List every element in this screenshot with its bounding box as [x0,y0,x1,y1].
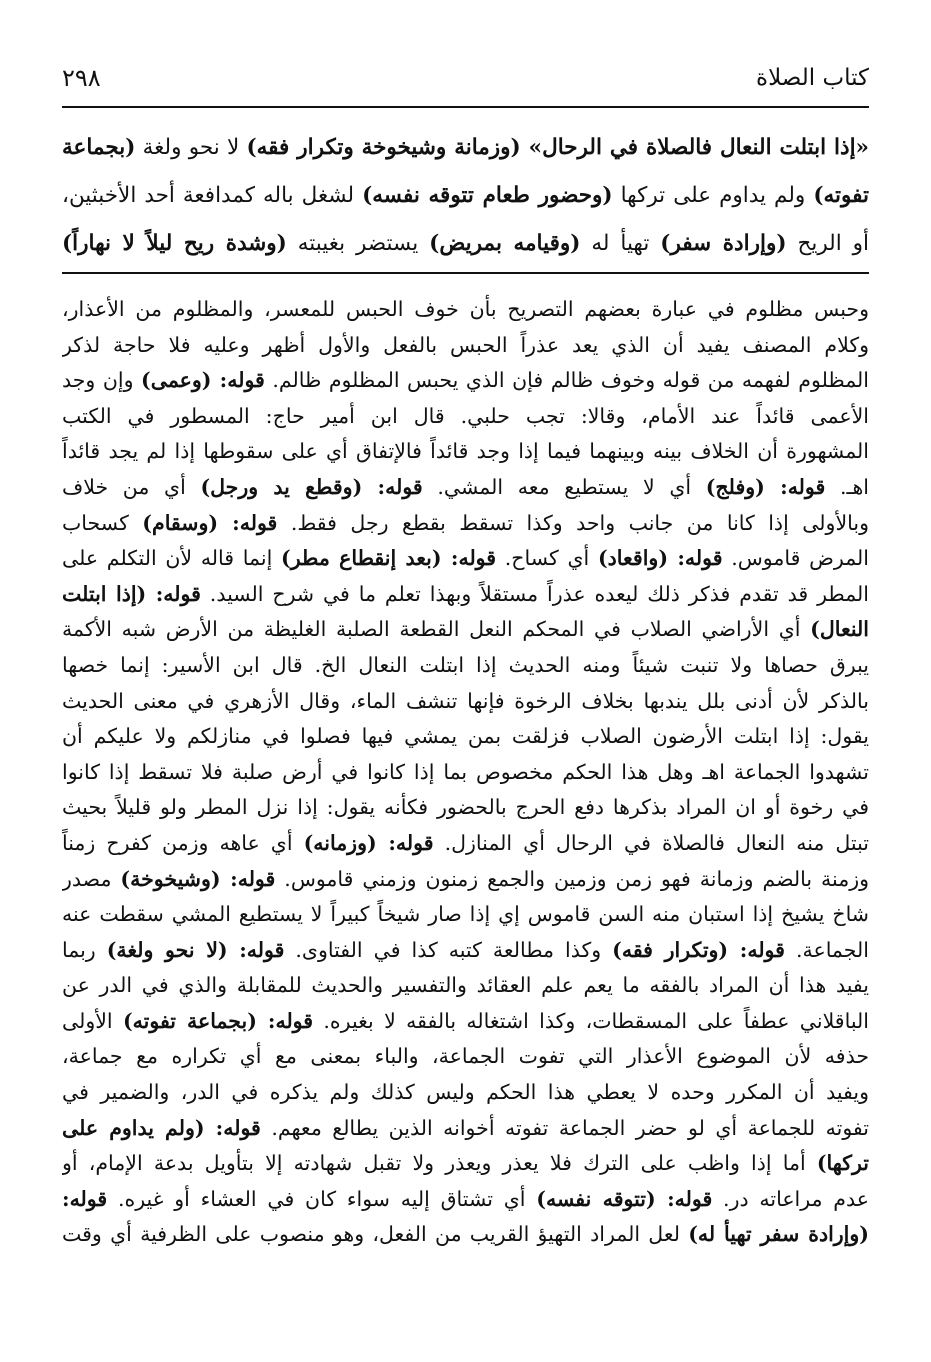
bold-quote-segment: قوله: (وتكرار فقه) [612,937,785,962]
commentary-line [62,648,869,684]
page-number: ٢٩٨ [62,64,101,92]
bold-quote-segment: قوله: (وشيخوخة) [120,866,276,891]
matn-line [62,124,869,172]
text-segment: لعل المراد التهيؤ القريب من الفعل، وهو منصوب على الظرفية أي وقت [62,1222,689,1247]
text-segment: الأعمى قائداً عند الأمام، وقالا: تجب حلبي. قال ابن أمير حاج: المسطور في الكتب [62,403,869,428]
text-segment: أي عاهه وزمن كفرح زمناً [62,830,304,855]
bold-quote-segment: (وإرادة سفر) [660,231,787,256]
page-header [62,58,869,98]
bold-quote-segment: قوله: (وعمى) [141,368,265,393]
commentary-line [62,541,869,577]
commentary-line [62,1111,869,1147]
commentary-line [62,1039,869,1075]
commentary-line [62,826,869,862]
bold-quote-segment: قوله: (بعد إنقطاع مطر) [281,546,497,571]
commentary-line [62,790,869,826]
matn-text-block [62,124,869,268]
text-segment: مصدر [62,866,121,891]
commentary-line [62,292,869,328]
text-segment: أي تشتاق إليه سواء كان في العشاء أو غيره. [107,1186,537,1211]
commentary-line [62,1217,869,1253]
commentary-line [62,328,869,364]
commentary-line [62,1075,869,1111]
text-segment: تشهدوا الجماعة اهـ وهل هذا الحكم مخصوص بما إذا كانوا في أرض صلبة فلا تسقط إذا كانوا [62,759,869,784]
header-divider [62,106,869,108]
text-segment: بالذكر لأن أدنى بلل يندبها بخلاف الرخوة فإنها تنشف الماء، وقال الأزهري في معنى الحديث [62,688,869,713]
bold-quote-segment: قوله: (وقطع يد ورجل) [200,474,423,499]
text-segment: يفيد هذا أن المراد بالفقه ما يعم علم العقائد والتفسير والحديث للمقابلة والذي في الدر عن [62,973,869,998]
text-segment: وكذا مطالعة كتبه كذا في الفتاوى. [284,937,613,962]
matn-divider [62,272,869,274]
commentary-line [62,755,869,791]
text-segment: تهيأ له [580,231,661,256]
text-segment: أي الأراضي الصلاب في المحكم النعل القطعة الصلبة الغليظة من الأرض شبه الأكمة [62,617,811,642]
bold-quote-segment: (بجماعة [62,135,136,160]
commentary-line [62,363,869,399]
bold-quote-segment: (وإرادة سفر تهيأ له) [688,1222,869,1247]
bold-quote-segment: قوله: (وفلج) [705,474,826,499]
bold-quote-segment: قوله: (بجماعة تفوته) [122,1008,314,1033]
text-segment: وزمنة بالضم وزمانة فهو زمن وزمين والجمع زمنون وزمني قاموس. [275,866,869,891]
commentary-line [62,719,869,755]
text-segment: الباقلاني عطفاً على المسقطات، وكذا اشتغاله بالفقه لا بغيره. [313,1008,869,1033]
text-segment: ويفيد أن المكرر وحده لا يعطي هذا الحكم وليس كذلك ولم يذكره في الدر، والضمير في [62,1080,869,1105]
commentary-line [62,1004,869,1040]
bold-quote-segment: (وقيامه بمريض) [429,231,581,256]
matn-line [62,220,869,268]
text-segment: الجماعة. [784,937,869,962]
text-segment: كسحاب [62,510,143,535]
commentary-line [62,399,869,435]
text-segment: وإن وجد [62,368,142,393]
commentary-line [62,506,869,542]
bold-quote-segment: (وحضور طعام تتوقه نفسه) [362,183,613,208]
bold-quote-segment: قوله: (لا نحو ولغة) [106,937,285,962]
text-segment: إنما قاله لأن التكلم على [62,546,281,571]
bold-quote-segment: النعال) [810,617,869,642]
commentary-line [62,612,869,648]
commentary-text-block [62,292,869,1348]
text-segment: المطر قد تقدم فذكر ذلك ليعده عذراً مستقلاً وبهذا تعلم ما في شرح السيد. [200,581,869,606]
text-segment: لا نحو ولغة [135,135,247,160]
bold-quote-segment: قوله: (وسقام) [142,510,278,535]
commentary-line [62,684,869,720]
text-segment: ربما [62,937,107,962]
text-segment: أما إذا واظب على الترك فلا يعذر ويعذر ولا تقبل شهادته إلا بتأويل بدعة الإمام، أو [62,1151,817,1176]
bold-quote-segment: قوله: (إذا ابتلت [62,581,201,606]
commentary-line [62,434,869,470]
matn-line [62,172,869,220]
bold-quote-segment: قوله: (ولم يداوم على [62,1115,261,1140]
bold-quote-segment: تركها) [816,1151,869,1176]
text-segment: وبالأولى إذا كانا من جانب واحد وكذا تسقط بقطع رجل فقط. [277,510,869,535]
bold-quote-segment: قوله: [62,1186,108,1211]
text-segment: المظلوم لفهمه من قوله وخوف ظالم فإن الذي يحبس المظلوم ظالم. [264,368,869,393]
text-segment: يبرق حصاها ولا تنبت شيئاً ومنه الحديث إذا ابتلت النعال الخ. قال ابن الأسير: إنما خصها [62,652,869,677]
text-segment: تفوته للجماعة أي لو حضر الجماعة تفوته أخوانه الذين يطالع معهم. [260,1115,869,1140]
commentary-line [62,933,869,969]
text-segment: أي من خلاف [62,474,201,499]
text-segment: في رخوة أو ان المراد بذكرها دفع الحرج بالحضور فكأنه يقول: إذا نزل المطر ولو قليلاً بحيث [62,795,869,820]
running-title: كتاب الصلاة [756,65,869,91]
text-segment: عدم مراعاته در. [712,1186,869,1211]
text-segment: الأولى [62,1008,123,1033]
commentary-line [62,1182,869,1218]
commentary-line [62,1146,869,1182]
bold-quote-segment: قوله: (وزمانه) [303,830,434,855]
text-segment: وكلام المصنف يفيد أن الذي يعد عذراً الحبس بالفعل والأول أظهر وعليه فلا حاجة لذكر [62,332,869,357]
text-segment: المشهورة أن الخلاف بينه وبينهما فيما إذا وجد قائداً فالإتفاق أي على سقوطها إذا لم يجد قائداً [62,439,869,464]
commentary-line [62,897,869,933]
text-segment: وحبس مظلوم في عبارة بعضهم التصريح بأن خوف الحبس للمعسر، والمظلوم من الأعذار، [62,297,869,321]
text-segment: يقول: إذا ابتلت الأرضون الصلاب فزلقت بمن يمشي فيها فصلوا في منازلكم ولا عليكم أن [62,724,869,749]
commentary-line [62,470,869,506]
text-segment: أو الريح [786,231,869,256]
text-segment: أي كساح. [496,546,598,571]
text-segment: ولم يداوم على تركها [612,183,814,208]
text-segment: شاخ يشيخ إذا استبان منه السن قاموس إي إذا صار شيخاً كبيراً لا يستطيع المشي سقطت عنه [62,902,869,927]
text-segment: لشغل باله كمدافعة أحد الأخبثين، [62,183,363,208]
bold-quote-segment: «إذا ابتلت النعال فالصلاة في الرحال» (وزمانة وشيخوخة وتكرار فقه) [246,135,869,160]
bold-quote-segment: (وشدة ريح ليلاً لا نهاراً) [62,231,287,256]
bold-quote-segment: قوله: (واقعاد) [597,546,723,571]
bold-quote-segment: تفوته) [813,183,869,208]
text-segment: تبتل منه النعال فالصلاة في الرحال أي المنازل. [433,830,869,855]
text-segment: يستضر بغيبته [286,231,430,256]
text-segment: المرض قاموس. [722,546,869,571]
commentary-line [62,862,869,898]
text-segment: حذفه لأن الموضوع الأعذار التي تفوت الجماعة، والباء بمعنى مع أي تكراره مع جماعة، [62,1044,869,1069]
commentary-line [62,968,869,1004]
commentary-line [62,577,869,613]
bold-quote-segment: قوله: (تتوقه نفسه) [536,1186,713,1211]
text-segment: أي لا يستطيع معه المشي. [422,474,706,499]
text-segment: اهـ. [825,474,869,499]
